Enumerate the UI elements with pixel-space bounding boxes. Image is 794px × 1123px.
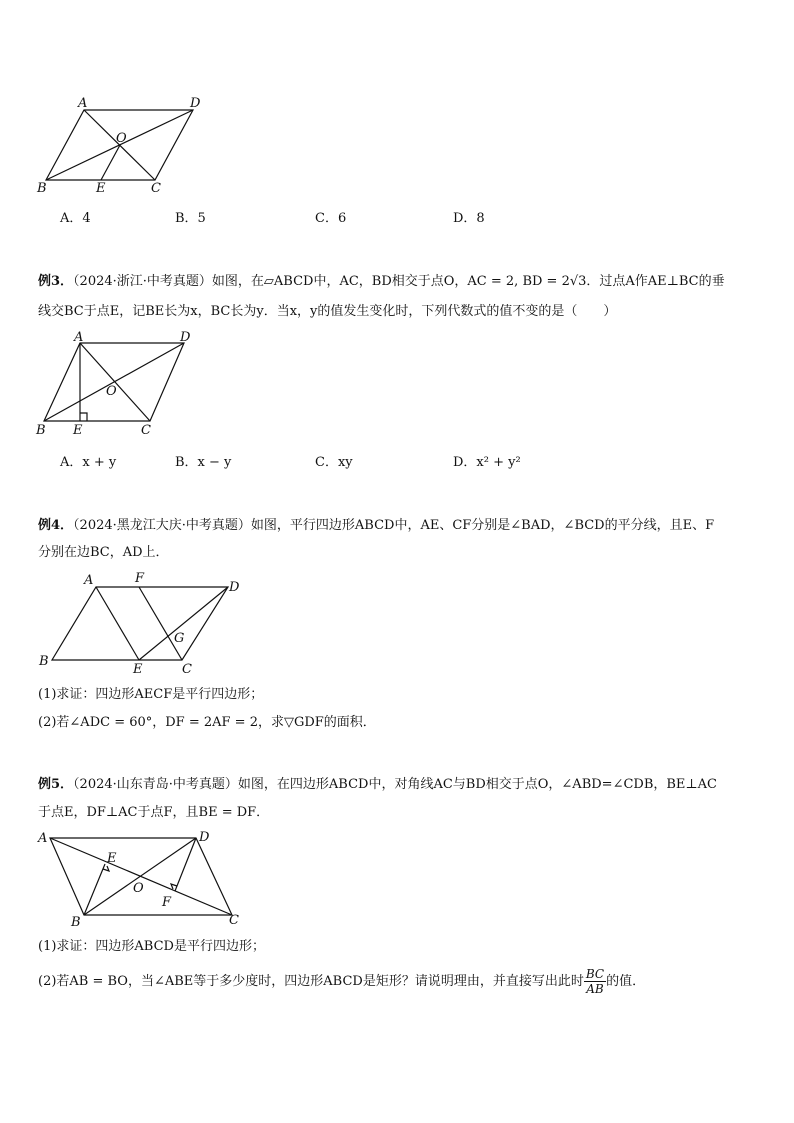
example-4-text1: （2024·黑龙江大庆·中考真题）如图，平行四边形ABCD中，AE、CF分别是∠BAD，∠BCD的平分线，且E、F: [73, 518, 715, 533]
label-b: B: [36, 423, 46, 438]
label-c: C: [141, 423, 151, 438]
label-o: O: [106, 384, 117, 399]
fraction-denominator: AB: [586, 982, 604, 996]
label-a: A: [38, 831, 48, 846]
option-a: A．4: [60, 211, 91, 226]
label-d: D: [199, 830, 210, 845]
label-c: C: [151, 181, 161, 196]
label-o: O: [116, 131, 127, 146]
example-5-text1: （2024·山东青岛·中考真题）如图，在四边形ABCD中，对角线AC与BD相交于点O，∠ABD=∠CDB，BE⊥AC: [73, 777, 717, 792]
label-e: E: [133, 662, 143, 677]
example-5-q1: (1)求证：四边形ABCD是平行四边形；: [38, 939, 265, 954]
label-e: E: [96, 181, 106, 196]
label-a: A: [78, 96, 88, 111]
example-4-line2: 分别在边BC，AD上．: [38, 545, 169, 560]
example-5-q2-text: (2)若AB = BO，当∠ABE等于多少度时，四边形ABCD是矩形？请说明理由，并直接写出此时: [38, 974, 584, 989]
example-4-q1: (1)求证：四边形AECF是平行四边形；: [38, 687, 264, 702]
example-3-heading: 例3．: [38, 274, 74, 289]
label-b: B: [37, 181, 47, 196]
ex3-option-b: B．x − y: [175, 455, 232, 470]
label-e: E: [73, 423, 83, 438]
example-5-line2: 于点E，DF⊥AC于点F，且BE = DF．: [38, 805, 270, 820]
label-a: A: [74, 330, 84, 345]
label-d: D: [190, 96, 201, 111]
label-d: D: [180, 330, 191, 345]
label-d: D: [229, 580, 240, 595]
ex3-option-a: A．x + y: [60, 455, 117, 470]
example-3-text1: （2024·浙江·中考真题）如图，在▱ABCD中，AC，BD相交于点O，AC = 2, BD = 2√3．过点A作AE⊥BC的垂: [73, 274, 725, 289]
example-5-q2-tail: 的值．: [606, 974, 646, 989]
label-c: C: [182, 662, 192, 677]
label-c: C: [229, 913, 239, 928]
option-c: C．6: [315, 211, 347, 226]
option-d: D．8: [453, 211, 485, 226]
ex3-option-d: D．x² + y²: [453, 455, 521, 470]
label-b: B: [39, 654, 49, 669]
diagonal-bd: [84, 838, 196, 915]
example-5-heading: 例5．: [38, 777, 74, 792]
example-4-q2: (2)若∠ADC = 60°，DF = 2AF = 2，求▽GDF的面积．: [38, 715, 376, 730]
label-f: F: [162, 895, 172, 910]
fraction-numerator: BC: [585, 967, 605, 981]
fraction-bc-over-ab: [584, 967, 606, 996]
example-3-line2: 线交BC于点E，记BE长为x，BC长为y．当x，y的值发生变化时，下列代数式的值不变的是（ ）: [38, 304, 617, 319]
label-b: B: [71, 915, 81, 930]
option-b: B．5: [175, 211, 206, 226]
example-4-heading: 例4．: [38, 518, 74, 533]
example-5-q2: [38, 967, 645, 997]
ex3-option-c: C．xy: [315, 455, 353, 470]
label-o: O: [133, 881, 144, 896]
label-e: E: [107, 851, 117, 866]
label-a: A: [84, 573, 94, 588]
perpendicular-df: [175, 838, 196, 891]
label-g: G: [174, 631, 185, 646]
label-f: F: [135, 571, 145, 586]
